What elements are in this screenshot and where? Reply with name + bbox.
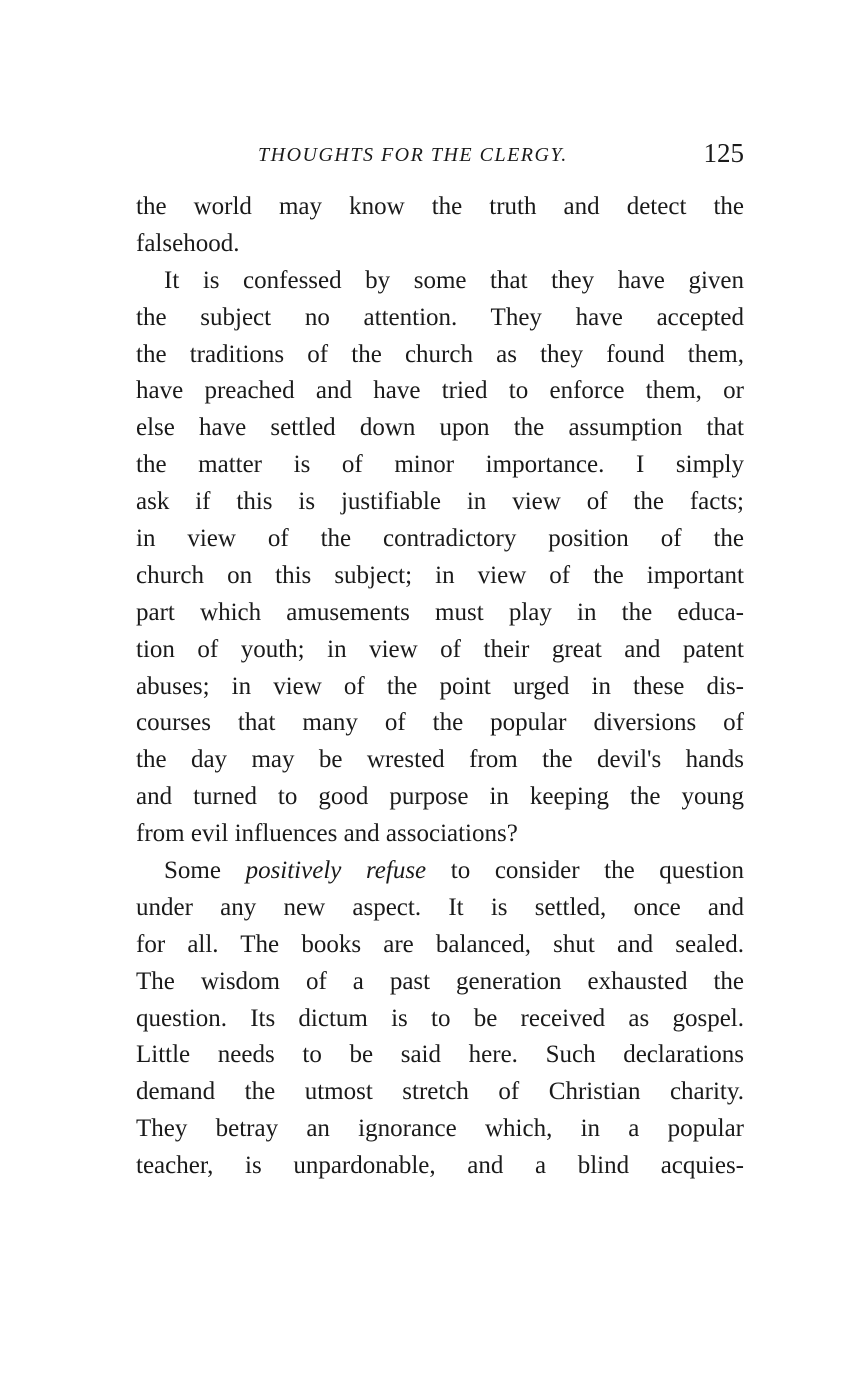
- text-line: for all. The books are balanced, shut and sealed.: [136, 930, 744, 958]
- text-line: have preached and have tried to enforce them, or: [136, 377, 744, 405]
- emphasized-text: positively refuse: [245, 857, 427, 885]
- text-line: Little needs to be said here. Such declarations: [136, 1041, 744, 1069]
- text-line: from evil influences and associations?: [136, 820, 518, 848]
- text-line: part which amusements must play in the educa-: [136, 598, 744, 626]
- paragraph: [136, 263, 744, 853]
- text-line: falsehood.: [136, 229, 240, 257]
- text-run: to consider the question: [426, 857, 744, 885]
- paragraph: [136, 189, 744, 263]
- text-line: tion of youth; in view of their great and patent: [136, 635, 744, 663]
- text-line: It is confessed by some that they have given: [164, 266, 744, 294]
- text-line: the day may be wrested from the devil's hands: [136, 746, 744, 774]
- text-line: The wisdom of a past generation exhausted the: [136, 967, 744, 995]
- text-line: and turned to good purpose in keeping the young: [136, 783, 744, 811]
- text-line: else have settled down upon the assumption that: [136, 414, 744, 442]
- text-line: the matter is of minor importance. I simply: [136, 451, 744, 479]
- text-line: the world may know the truth and detect the: [136, 193, 744, 220]
- text-line: under any new aspect. It is settled, once and: [136, 893, 744, 921]
- text-line: They betray an ignorance which, in a popular: [136, 1115, 744, 1143]
- paragraph: [136, 853, 744, 1185]
- text-line: church on this subject; in view of the important: [136, 561, 744, 589]
- running-head: [136, 138, 744, 178]
- text-run: Some: [164, 857, 246, 885]
- text-line: [136, 853, 744, 890]
- running-title: THOUGHTS FOR THE CLERGY.: [258, 144, 568, 166]
- text-line: in view of the contradictory position of the: [136, 525, 744, 553]
- text-line: ask if this is justifiable in view of the facts;: [136, 488, 744, 516]
- text-line: abuses; in view of the point urged in these dis-: [136, 672, 744, 700]
- text-line: question. Its dictum is to be received as gospel.: [136, 1004, 744, 1032]
- text-line: the subject no attention. They have accepted: [136, 303, 744, 331]
- page-number: 125: [703, 138, 744, 168]
- text-line: courses that many of the popular diversions of: [136, 709, 744, 737]
- text-line: demand the utmost stretch of Christian charity.: [136, 1078, 744, 1106]
- text-line: the traditions of the church as they found them,: [136, 340, 744, 368]
- text-line: teacher, is unpardonable, and a blind acquies-: [136, 1152, 744, 1180]
- body-text: [136, 189, 744, 1185]
